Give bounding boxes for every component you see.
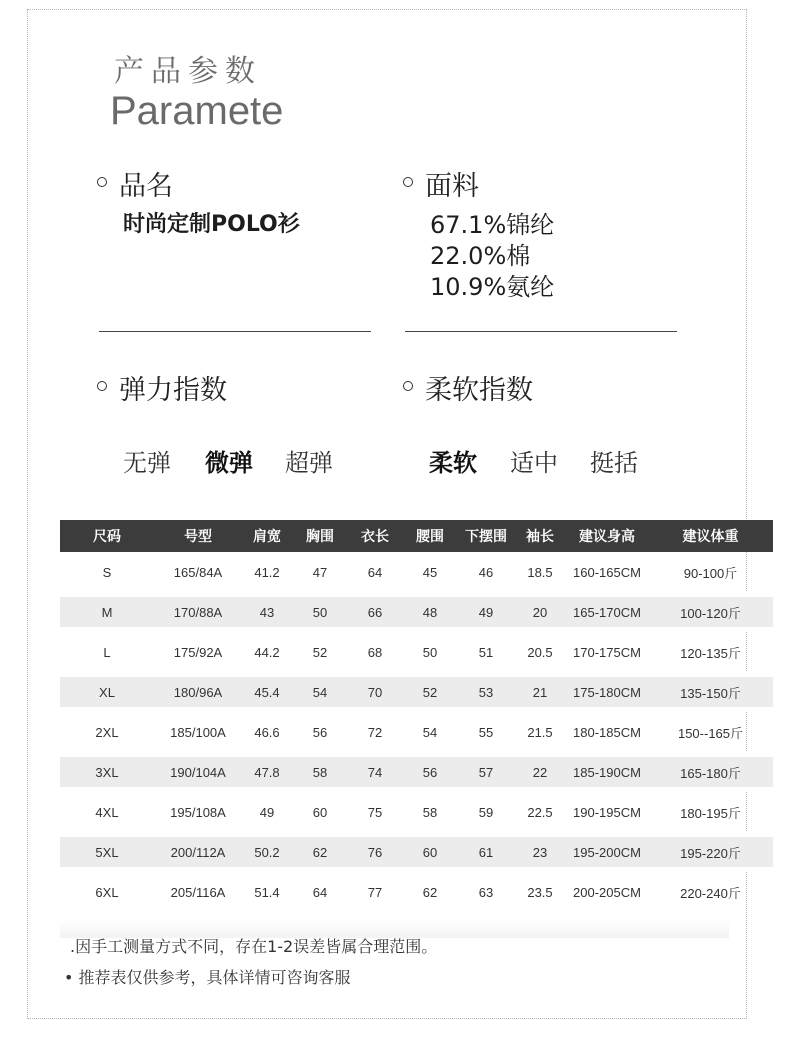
table-row xyxy=(60,832,773,872)
table-cell: 64 xyxy=(367,564,383,580)
table-cell: 205/116A xyxy=(170,884,226,900)
table-header-cell: 建议体重 xyxy=(648,520,773,552)
table-cell: 20 xyxy=(514,592,566,632)
table-row xyxy=(60,712,773,752)
section-title-cn: 产品参数 xyxy=(114,54,262,89)
table-cell: 63 xyxy=(478,884,494,900)
table-cell: 3XL xyxy=(60,752,154,792)
table-cell: XL xyxy=(60,672,154,712)
elasticity-label: 弹力指数 xyxy=(119,375,227,406)
table-cell: 165-170CM xyxy=(566,592,648,632)
table-cell: 44.2 xyxy=(254,644,280,660)
table-cell: 190-195CM xyxy=(573,804,641,820)
table-cell: 5XL xyxy=(60,832,154,872)
table-cell: 76 xyxy=(348,832,402,872)
table-cell: 135-150斤 xyxy=(648,672,773,712)
table-cell: 45.4 xyxy=(242,672,292,712)
table-cell: 60 xyxy=(312,804,328,820)
table-cell: 50.2 xyxy=(242,832,292,872)
table-cell: 180-195斤 xyxy=(680,805,741,821)
table-cell: 175/92A xyxy=(173,644,223,660)
table-cell: 70 xyxy=(348,672,402,712)
table-cell: 150--165斤 xyxy=(677,725,744,741)
table-cell: 61 xyxy=(458,832,514,872)
table-row xyxy=(60,872,773,912)
table-cell: 68 xyxy=(367,644,383,660)
softness-label: 柔软指数 xyxy=(425,375,533,406)
table-cell: 58 xyxy=(292,752,348,792)
table-cell: 195-220斤 xyxy=(648,832,773,872)
table-cell: 185/100A xyxy=(170,724,226,740)
product-name-label: 品名 xyxy=(119,171,173,202)
table-cell: 46 xyxy=(478,564,494,580)
table-cell: 170/88A xyxy=(154,592,242,632)
table-cell: 195-200CM xyxy=(566,832,648,872)
softness-option: 挺括 xyxy=(590,449,638,477)
table-cell: 165/84A xyxy=(173,564,223,580)
table-cell: 52 xyxy=(402,672,458,712)
table-cell: 64 xyxy=(312,884,328,900)
table-cell: 190/104A xyxy=(154,752,242,792)
fabric-line: 10.9%氨纶 xyxy=(430,273,555,301)
table-cell: 43 xyxy=(242,592,292,632)
divider xyxy=(405,331,677,332)
note-measurement: .因手工测量方式不同，存在1-2误差皆属合理范围。 xyxy=(70,937,438,956)
table-cell: 51.4 xyxy=(254,884,280,900)
table-cell: 72 xyxy=(367,724,383,740)
table-cell: 23 xyxy=(514,832,566,872)
table-cell: 47.8 xyxy=(242,752,292,792)
elasticity-option: 无弹 xyxy=(123,449,171,477)
table-cell: 185-190CM xyxy=(566,752,648,792)
note-reference: • 推荐表仅供参考，具体详情可咨询客服 xyxy=(64,968,351,987)
table-cell: 22.5 xyxy=(527,804,553,820)
table-header-cell: 胸围 xyxy=(292,520,348,552)
table-cell: L xyxy=(103,644,111,660)
table-cell: 54 xyxy=(292,672,348,712)
table-cell: 180/96A xyxy=(154,672,242,712)
table-cell: 56 xyxy=(402,752,458,792)
softness-option-selected: 柔软 xyxy=(429,449,477,477)
table-cell: 74 xyxy=(348,752,402,792)
bullet-circle-icon xyxy=(97,177,107,187)
divider xyxy=(99,331,371,332)
table-cell: 48 xyxy=(402,592,458,632)
table-cell: 180-185CM xyxy=(573,724,641,740)
table-cell: 75 xyxy=(367,804,383,820)
table-cell: 21 xyxy=(514,672,566,712)
softness-option: 适中 xyxy=(510,449,558,477)
table-header-cell: 号型 xyxy=(154,520,242,552)
table-cell: 55 xyxy=(478,724,494,740)
table-cell: 54 xyxy=(422,724,438,740)
table-cell: 195/108A xyxy=(170,804,226,820)
table-cell: 2XL xyxy=(95,724,119,740)
table-row xyxy=(60,672,773,712)
section-title-en: Paramete xyxy=(110,89,284,133)
elasticity-option: 超弹 xyxy=(285,449,333,477)
table-cell: 100-120斤 xyxy=(648,592,773,632)
table-header-row xyxy=(60,520,773,552)
elasticity-option-selected: 微弹 xyxy=(205,449,253,477)
table-cell: 21.5 xyxy=(527,724,553,740)
table-row xyxy=(60,552,773,592)
table-row xyxy=(60,792,773,832)
table-cell: 59 xyxy=(478,804,494,820)
table-cell: 170-175CM xyxy=(573,644,641,660)
table-header-cell: 下摆围 xyxy=(458,520,514,552)
table-cell: 62 xyxy=(422,884,438,900)
bullet-circle-icon xyxy=(97,381,107,391)
table-cell: 45 xyxy=(422,564,438,580)
table-header-cell: 建议身高 xyxy=(566,520,648,552)
table-cell: 50 xyxy=(422,644,438,660)
table-cell: 52 xyxy=(312,644,328,660)
table-cell: 200-205CM xyxy=(573,884,641,900)
table-cell: 4XL xyxy=(95,804,119,820)
table-cell: 53 xyxy=(458,672,514,712)
table-cell: 200/112A xyxy=(154,832,242,872)
fabric-label: 面料 xyxy=(425,171,479,202)
table-cell: 160-165CM xyxy=(573,564,641,580)
table-row xyxy=(60,752,773,792)
table-cell: 46.6 xyxy=(254,724,280,740)
table-cell: 90-100斤 xyxy=(683,565,738,581)
table-cell: 49 xyxy=(458,592,514,632)
table-cell: 66 xyxy=(348,592,402,632)
table-cell: 77 xyxy=(367,884,383,900)
product-name-value: 时尚定制POLO衫 xyxy=(123,212,300,237)
table-cell: 62 xyxy=(292,832,348,872)
table-header-cell: 腰围 xyxy=(402,520,458,552)
table-cell: 20.5 xyxy=(527,644,553,660)
fabric-line: 67.1%锦纶 xyxy=(430,211,555,239)
table-row xyxy=(60,632,773,672)
table-cell: 18.5 xyxy=(527,564,553,580)
table-header-cell: 袖长 xyxy=(514,520,566,552)
table-cell: 50 xyxy=(292,592,348,632)
table-cell: 175-180CM xyxy=(566,672,648,712)
table-cell: 49 xyxy=(259,804,275,820)
table-cell: 165-180斤 xyxy=(648,752,773,792)
table-header-cell: 肩宽 xyxy=(242,520,292,552)
table-cell: M xyxy=(60,592,154,632)
bullet-circle-icon xyxy=(403,177,413,187)
bullet-circle-icon xyxy=(403,381,413,391)
table-cell: 220-240斤 xyxy=(680,885,741,901)
table-cell: 47 xyxy=(312,564,328,580)
table-cell: S xyxy=(102,564,112,580)
table-cell: 23.5 xyxy=(527,884,553,900)
size-table xyxy=(60,520,773,912)
table-cell: 51 xyxy=(478,644,494,660)
fabric-line: 22.0%棉 xyxy=(430,242,531,270)
table-cell: 57 xyxy=(458,752,514,792)
table-cell: 22 xyxy=(514,752,566,792)
table-cell: 6XL xyxy=(95,884,119,900)
table-header-cell: 衣长 xyxy=(348,520,402,552)
table-header-cell: 尺码 xyxy=(60,520,154,552)
table-cell: 58 xyxy=(422,804,438,820)
table-cell: 56 xyxy=(312,724,328,740)
table-cell: 41.2 xyxy=(254,564,280,580)
table-cell: 60 xyxy=(402,832,458,872)
table-row xyxy=(60,592,773,632)
table-cell: 120-135斤 xyxy=(680,645,741,661)
